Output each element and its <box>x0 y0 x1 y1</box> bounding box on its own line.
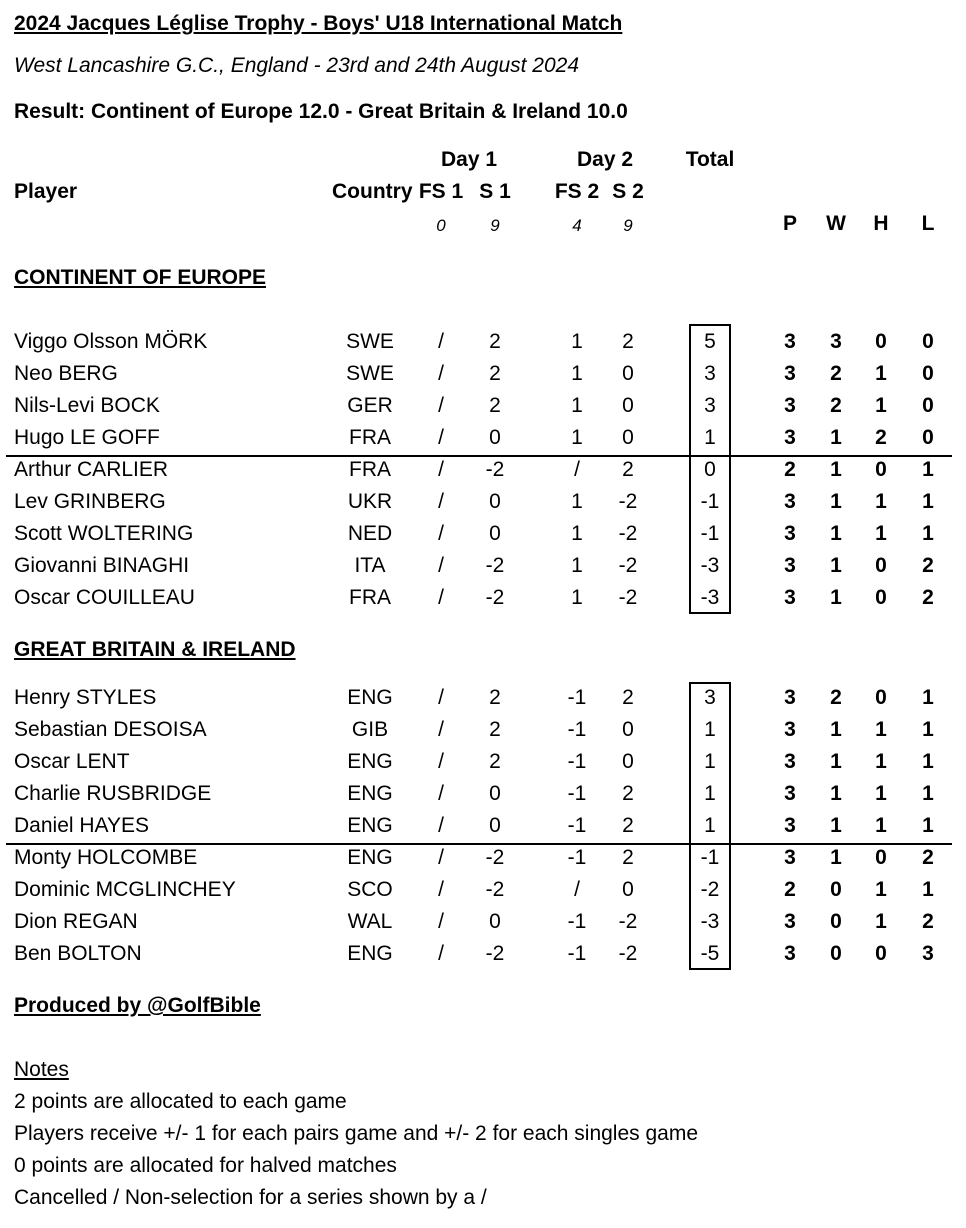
header-s2-count: 9 <box>623 216 633 235</box>
table-row <box>0 486 966 518</box>
player-country: FRA <box>349 458 391 481</box>
player-country: GIB <box>351 718 389 741</box>
header-fs1: FS 1 <box>418 180 464 203</box>
score-s1: 2 <box>489 362 501 385</box>
score-s2: 0 <box>622 750 634 773</box>
stat-won: 1 <box>830 846 842 869</box>
table-row <box>0 810 966 842</box>
player-country: FRA <box>349 426 391 449</box>
header-fs2: FS 2 <box>554 180 600 203</box>
player-country: SWE <box>346 330 394 353</box>
player-name: Dominic MCGLINCHEY <box>14 878 236 901</box>
score-total: 3 <box>704 686 716 709</box>
score-fs1: / <box>438 910 444 933</box>
score-s2: 2 <box>622 846 634 869</box>
score-s1: 0 <box>489 814 501 837</box>
stat-halved: 1 <box>875 782 887 805</box>
header-player: Player <box>14 180 78 203</box>
score-fs2: / <box>574 458 580 481</box>
stat-played: 2 <box>784 458 796 481</box>
page-title: 2024 Jacques Léglise Trophy - Boys' U18 International Match <box>14 12 623 35</box>
stat-halved: 0 <box>875 686 887 709</box>
score-total: 0 <box>704 458 716 481</box>
total-box-gbi <box>689 682 731 970</box>
stat-won: 1 <box>830 554 842 577</box>
header-fs2-count: 4 <box>572 216 582 235</box>
player-country: ENG <box>347 814 393 837</box>
score-s1: 2 <box>489 686 501 709</box>
stat-won: 1 <box>830 490 842 513</box>
table-row <box>0 326 966 358</box>
header-fs1-count: 0 <box>436 216 446 235</box>
player-country: ENG <box>347 782 393 805</box>
stat-halved: 2 <box>875 426 887 449</box>
score-total: 1 <box>704 782 716 805</box>
player-name: Lev GRINBERG <box>14 490 166 513</box>
score-fs2: -1 <box>567 718 587 741</box>
score-fs1: / <box>438 782 444 805</box>
score-fs1: / <box>438 490 444 513</box>
stat-won: 0 <box>830 878 842 901</box>
score-s1: 2 <box>489 718 501 741</box>
player-country: WAL <box>347 910 393 933</box>
player-name: Sebastian DESOISA <box>14 718 207 741</box>
score-fs2: 1 <box>571 554 583 577</box>
stat-won: 1 <box>830 522 842 545</box>
player-name: Oscar COUILLEAU <box>14 586 195 609</box>
player-name: Scott WOLTERING <box>14 522 194 545</box>
score-fs2: 1 <box>571 330 583 353</box>
stat-played: 3 <box>784 394 796 417</box>
stat-won: 2 <box>830 686 842 709</box>
score-fs2: 1 <box>571 586 583 609</box>
score-s1: -2 <box>485 878 505 901</box>
score-total: -3 <box>700 910 720 933</box>
header-day1: Day 1 <box>440 148 498 171</box>
score-total: 1 <box>704 750 716 773</box>
score-fs2: -1 <box>567 750 587 773</box>
table-row <box>0 358 966 390</box>
stat-played: 3 <box>784 686 796 709</box>
stat-halved: 1 <box>875 362 887 385</box>
stat-lost: 1 <box>922 878 934 901</box>
stat-won: 1 <box>830 426 842 449</box>
header-s2: S 2 <box>612 180 644 203</box>
stat-halved: 1 <box>875 490 887 513</box>
score-total: -3 <box>700 586 720 609</box>
stat-won: 2 <box>830 394 842 417</box>
stat-halved: 1 <box>875 910 887 933</box>
player-name: Giovanni BINAGHI <box>14 554 190 577</box>
table-row <box>0 682 966 714</box>
score-s1: -2 <box>485 586 505 609</box>
venue-subtitle: West Lancashire G.C., England - 23rd and 24th August 2024 <box>14 54 580 77</box>
stat-played: 3 <box>784 330 796 353</box>
score-fs1: / <box>438 458 444 481</box>
stat-halved: 0 <box>875 330 887 353</box>
stat-played: 3 <box>784 718 796 741</box>
player-country: ENG <box>347 750 393 773</box>
stat-lost: 1 <box>922 458 934 481</box>
table-row <box>0 454 966 486</box>
stat-lost: 2 <box>922 846 934 869</box>
table-row <box>0 938 966 970</box>
header-day2: Day 2 <box>576 148 634 171</box>
score-s2: 2 <box>622 782 634 805</box>
team-heading-europe: CONTINENT OF EUROPE <box>14 266 267 289</box>
header-total: Total <box>685 148 735 171</box>
score-fs2: -1 <box>567 782 587 805</box>
score-s2: 0 <box>622 362 634 385</box>
stat-played: 3 <box>784 910 796 933</box>
notes-line: 2 points are allocated to each game <box>14 1090 347 1113</box>
score-s1: 0 <box>489 522 501 545</box>
score-s1: 0 <box>489 910 501 933</box>
player-country: NED <box>347 522 393 545</box>
header-country: Country <box>332 180 413 203</box>
player-name: Neo BERG <box>14 362 118 385</box>
player-country: SWE <box>346 362 394 385</box>
stat-lost: 2 <box>922 910 934 933</box>
score-fs1: / <box>438 586 444 609</box>
stat-halved: 1 <box>875 750 887 773</box>
player-name: Hugo LE GOFF <box>14 426 160 449</box>
score-fs2: -1 <box>567 814 587 837</box>
score-fs1: / <box>438 686 444 709</box>
stat-halved: 1 <box>875 814 887 837</box>
score-fs1: / <box>438 942 444 965</box>
player-name: Charlie RUSBRIDGE <box>14 782 212 805</box>
table-row <box>0 874 966 906</box>
table-row <box>0 746 966 778</box>
score-fs2: 1 <box>571 490 583 513</box>
score-s1: -2 <box>485 458 505 481</box>
score-s2: -2 <box>618 910 638 933</box>
table-row <box>0 390 966 422</box>
stat-halved: 1 <box>875 878 887 901</box>
score-fs2: -1 <box>567 910 587 933</box>
stat-lost: 0 <box>922 330 934 353</box>
stat-won: 0 <box>830 910 842 933</box>
score-fs2: -1 <box>567 846 587 869</box>
player-name: Viggo Olsson MÖRK <box>14 330 208 353</box>
score-s2: -2 <box>618 942 638 965</box>
stat-played: 3 <box>784 750 796 773</box>
score-fs1: / <box>438 394 444 417</box>
score-fs2: / <box>574 878 580 901</box>
header-halved: H <box>873 212 889 235</box>
stat-lost: 1 <box>922 814 934 837</box>
player-name: Henry STYLES <box>14 686 157 709</box>
stat-lost: 0 <box>922 426 934 449</box>
header-lost: L <box>921 212 935 235</box>
credit-link[interactable]: Produced by @GolfBible <box>14 994 261 1017</box>
player-name: Arthur CARLIER <box>14 458 169 481</box>
score-fs2: 1 <box>571 362 583 385</box>
player-country: ITA <box>354 554 386 577</box>
stat-played: 3 <box>784 814 796 837</box>
score-s2: -2 <box>618 522 638 545</box>
player-name: Oscar LENT <box>14 750 130 773</box>
player-country: SCO <box>347 878 393 901</box>
score-fs2: -1 <box>567 942 587 965</box>
table-row <box>0 422 966 454</box>
score-fs1: / <box>438 846 444 869</box>
score-fs1: / <box>438 426 444 449</box>
match-result: Result: Continent of Europe 12.0 - Great Britain & Ireland 10.0 <box>14 100 628 123</box>
score-fs2: -1 <box>567 686 587 709</box>
player-name: Monty HOLCOMBE <box>14 846 198 869</box>
player-name: Nils-Levi BOCK <box>14 394 160 417</box>
stat-played: 3 <box>784 586 796 609</box>
score-total: -1 <box>700 846 720 869</box>
notes-line: 0 points are allocated for halved matches <box>14 1154 397 1177</box>
score-total: 1 <box>704 718 716 741</box>
player-name: Ben BOLTON <box>14 942 142 965</box>
stat-halved: 1 <box>875 718 887 741</box>
stat-played: 3 <box>784 522 796 545</box>
stat-lost: 1 <box>922 522 934 545</box>
player-country: ENG <box>347 686 393 709</box>
stat-lost: 1 <box>922 782 934 805</box>
stat-lost: 1 <box>922 490 934 513</box>
player-name: Dion REGAN <box>14 910 138 933</box>
score-s2: 2 <box>622 458 634 481</box>
header-played: P <box>782 212 797 235</box>
divider-gbi <box>6 843 952 845</box>
stat-lost: 0 <box>922 394 934 417</box>
stat-played: 3 <box>784 554 796 577</box>
stat-played: 3 <box>784 362 796 385</box>
score-fs2: 1 <box>571 522 583 545</box>
stat-halved: 1 <box>875 394 887 417</box>
score-s2: 0 <box>622 878 634 901</box>
score-s1: -2 <box>485 942 505 965</box>
table-row <box>0 906 966 938</box>
notes-line: Players receive +/- 1 for each pairs game and +/- 2 for each singles game <box>14 1122 699 1145</box>
stat-played: 3 <box>784 426 796 449</box>
stat-halved: 0 <box>875 586 887 609</box>
table-row <box>0 518 966 550</box>
stat-lost: 1 <box>922 718 934 741</box>
notes-heading: Notes <box>14 1058 69 1081</box>
table-row <box>0 714 966 746</box>
header-won: W <box>826 212 846 235</box>
stat-lost: 1 <box>922 686 934 709</box>
header-s1-count: 9 <box>490 216 500 235</box>
score-s1: 2 <box>489 750 501 773</box>
stat-halved: 0 <box>875 554 887 577</box>
score-s1: -2 <box>485 846 505 869</box>
table-row <box>0 582 966 614</box>
score-s2: 0 <box>622 394 634 417</box>
stat-won: 1 <box>830 718 842 741</box>
stat-won: 1 <box>830 750 842 773</box>
stat-won: 0 <box>830 942 842 965</box>
score-s2: -2 <box>618 554 638 577</box>
score-total: 5 <box>704 330 716 353</box>
score-fs1: / <box>438 522 444 545</box>
table-row <box>0 842 966 874</box>
divider-europe <box>6 455 952 457</box>
score-fs1: / <box>438 750 444 773</box>
table-row <box>0 550 966 582</box>
score-s1: -2 <box>485 554 505 577</box>
score-total: -2 <box>700 878 720 901</box>
score-fs1: / <box>438 362 444 385</box>
stat-halved: 1 <box>875 522 887 545</box>
header-s1: S 1 <box>479 180 511 203</box>
stat-played: 2 <box>784 878 796 901</box>
stat-played: 3 <box>784 490 796 513</box>
stat-won: 1 <box>830 782 842 805</box>
score-s1: 2 <box>489 330 501 353</box>
stat-won: 1 <box>830 586 842 609</box>
stat-halved: 0 <box>875 846 887 869</box>
player-country: FRA <box>349 586 391 609</box>
score-total: -3 <box>700 554 720 577</box>
score-total: -1 <box>700 522 720 545</box>
stat-won: 1 <box>830 814 842 837</box>
stat-lost: 1 <box>922 750 934 773</box>
stat-halved: 0 <box>875 942 887 965</box>
score-s2: 2 <box>622 686 634 709</box>
player-country: GER <box>347 394 393 417</box>
player-name: Daniel HAYES <box>14 814 150 837</box>
notes-line: Cancelled / Non-selection for a series shown by a / <box>14 1186 487 1209</box>
score-s2: -2 <box>618 586 638 609</box>
score-fs1: / <box>438 718 444 741</box>
total-box-europe <box>689 324 731 614</box>
stat-lost: 2 <box>922 586 934 609</box>
player-country: ENG <box>347 942 393 965</box>
stat-lost: 0 <box>922 362 934 385</box>
score-total: 3 <box>704 362 716 385</box>
stat-played: 3 <box>784 782 796 805</box>
score-total: -5 <box>700 942 720 965</box>
score-s1: 0 <box>489 490 501 513</box>
stat-lost: 2 <box>922 554 934 577</box>
score-fs1: / <box>438 330 444 353</box>
score-s2: 2 <box>622 330 634 353</box>
score-total: 1 <box>704 426 716 449</box>
player-country: UKR <box>347 490 393 513</box>
score-s2: 0 <box>622 718 634 741</box>
stat-won: 3 <box>830 330 842 353</box>
stat-halved: 0 <box>875 458 887 481</box>
score-s1: 2 <box>489 394 501 417</box>
team-heading-gbi: GREAT BRITAIN & IRELAND <box>14 638 296 661</box>
player-country: ENG <box>347 846 393 869</box>
stat-played: 3 <box>784 942 796 965</box>
score-fs2: 1 <box>571 426 583 449</box>
score-s1: 0 <box>489 782 501 805</box>
table-row <box>0 778 966 810</box>
stat-played: 3 <box>784 846 796 869</box>
score-fs1: / <box>438 554 444 577</box>
score-s2: 2 <box>622 814 634 837</box>
score-s1: 0 <box>489 426 501 449</box>
score-fs2: 1 <box>571 394 583 417</box>
score-total: -1 <box>700 490 720 513</box>
score-fs1: / <box>438 878 444 901</box>
score-total: 1 <box>704 814 716 837</box>
score-fs1: / <box>438 814 444 837</box>
score-total: 3 <box>704 394 716 417</box>
stat-won: 2 <box>830 362 842 385</box>
stat-lost: 3 <box>922 942 934 965</box>
score-s2: -2 <box>618 490 638 513</box>
stat-won: 1 <box>830 458 842 481</box>
score-s2: 0 <box>622 426 634 449</box>
